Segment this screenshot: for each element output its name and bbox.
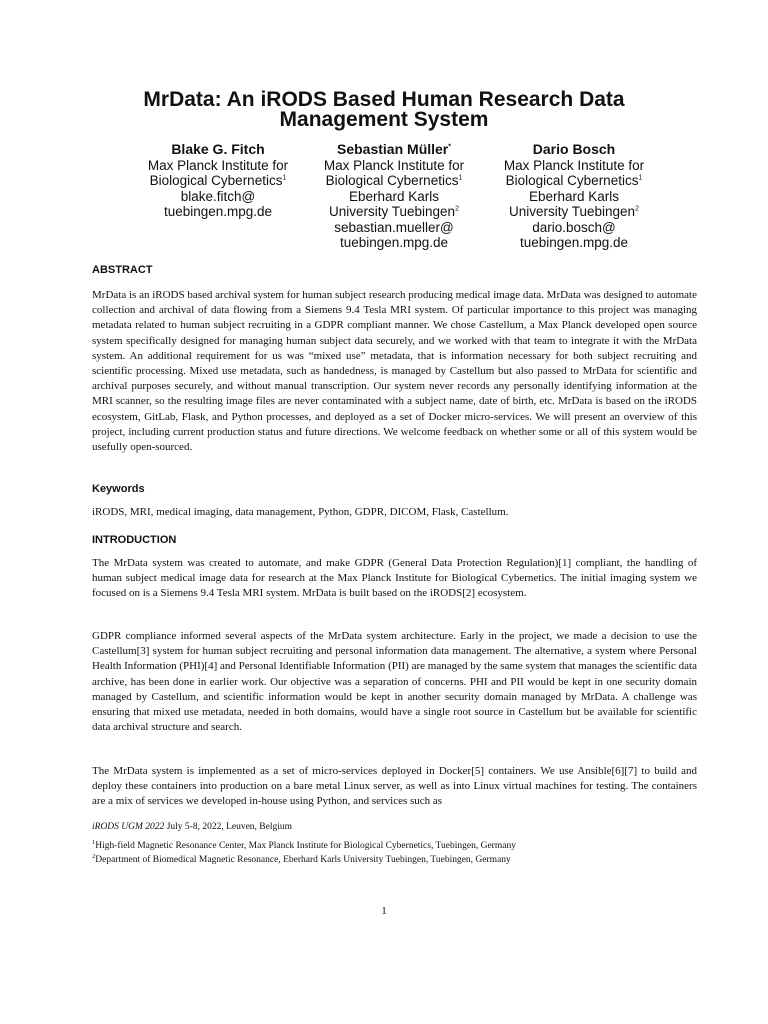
author-email-line: tuebingen.mpg.de [339, 235, 449, 250]
author-affiliation-line: Eberhard Karls [348, 188, 440, 204]
author-name: Blake G. Fitch [171, 141, 265, 157]
author-affiliation-line: University Tuebingen$^2$ [509, 204, 639, 219]
introduction-heading: INTRODUCTION [92, 534, 177, 546]
keywords-text: iRODS, MRI, medical imaging, data management, Python, GDPR, DICOM, Flask, Castellum. [92, 506, 509, 518]
author-affiliation-line: University Tuebingen$^2$ [329, 204, 459, 219]
keywords-heading: Keywords [92, 483, 145, 495]
title-line-1: MrData: An iRODS Based Human Research Data [143, 88, 625, 111]
author-affiliation-line: Max Planck Institute for [323, 157, 465, 173]
conference-name: iRODS UGM 2022 [92, 822, 165, 832]
intro-paragraph-2: GDPR compliance informed several aspects of the MrData system architecture. Early in the project, we made a decision to use the Castellum[3] system for human subject recruiting and personal information data management. The alternative, a system where Personal Health Information (PHI)[4] and Personal Identifiable Information (PII) are managed by the same system that manages the scientific data archive, has been done in earlier work. Our objective was a separation of concerns. PHI and PII would be kept in one security domain managed by Castellum, and scientific information would be kept in another security domain managed by MrData. A challenge was ensuring that mixed use metadata, needed in both domains, would have a single root source in Castellum but be available for scientific data archival structure and search. [92, 630, 697, 734]
author-name: Sebastian Müller* [337, 141, 451, 157]
conference-date-location: July 5-8, 2022, Leuven, Belgium [164, 822, 293, 832]
intro-paragraph-3: The MrData system is implemented as a set of micro-services deployed in Docker[5] containers. We use Ansible[6][7] to build and deploy these containers into production on a bare metal Linux server, as well as into Linux virtual machines for testing. The containers are a mix of services we developed in-house using Python, and services such as [92, 765, 697, 808]
abstract-heading: ABSTRACT [92, 264, 153, 276]
author-affiliation-line: Biological Cybernetics$^1$ [505, 173, 643, 188]
author-block-2 [294, 142, 494, 251]
footnote-1: $^1$High-field Magnetic Resonance Center, Max Planck Institute for Biological Cybernetics, Tuebingen, Germany [92, 838, 516, 851]
author-affiliation-line: Biological Cybernetics$^1$ [325, 173, 463, 188]
author-email-line: blake.fitch@ [180, 188, 256, 204]
author-email-line: dario.bosch@ [532, 219, 616, 235]
author-affiliation-line: Eberhard Karls [528, 188, 620, 204]
author-block-1 [118, 142, 318, 220]
conference-note [92, 821, 697, 833]
author-email-line: sebastian.mueller@ [334, 219, 454, 235]
author-name: Dario Bosch [532, 141, 616, 157]
footnote-2: $^2$Department of Biomedical Magnetic Resonance, Eberhard Karls University Tuebingen, Tuebingen, Germany [92, 852, 511, 865]
title-line-2: Management System [279, 108, 489, 131]
author-email-line: tuebingen.mpg.de [163, 204, 273, 219]
abstract-text: MrData is an iRODS based archival system for human subject research producing medical image data. MrData was designed to automate collection and archival of data flowing from a Siemens 9.4 Tesla MRI system. Of particular importance to this project was managing metadata related to human subject recruiting in a GDPR compliant manner. We chose Castellum, a Max Planck developed open source system specifically designed for managing human subject data securely, and we worked with that team to integrate it with the MrData system. An additional requirement for us was “mixed use” metadata, that is information necessary for both subject recruiting and scientific processing. Mixed use metadata, such as handedness, is managed by Castellum but also passed to MrData for scientific and archival purposes securely, and without manual transcription. Our system never records any personally identifying information at the MRI scanner, so the resulting image files are never contaminated with a subject name, date of birth, etc. MrData is based on the iRODS ecosystem, GitLab, Flask, and Python processes, and deployed as a set of Docker micro-services. We will present an overview of this project, including current production status and future directions. We welcome feedback on whether some or all of this system would be usefully open-sourced. [92, 289, 697, 454]
page-number: 1 [381, 905, 387, 917]
author-affiliation-line: Max Planck Institute for [147, 157, 289, 173]
author-affiliation-line: Max Planck Institute for [503, 157, 645, 173]
author-email-line: tuebingen.mpg.de [519, 235, 629, 250]
intro-paragraph-1: The MrData system was created to automate, and make GDPR (General Data Protection Regulation)[1] compliant, the handling of human subject medical image data for research at the Max Planck Institute for Biological Cybernetics. The initial imaging system we focused on is a Siemens 9.4 Tesla MRI system. MrData is built based on the iRODS[2] ecosystem. [92, 557, 697, 600]
paper-title [60, 90, 708, 130]
author-affiliation-line: Biological Cybernetics$^1$ [149, 173, 287, 188]
author-block-3 [474, 142, 674, 251]
